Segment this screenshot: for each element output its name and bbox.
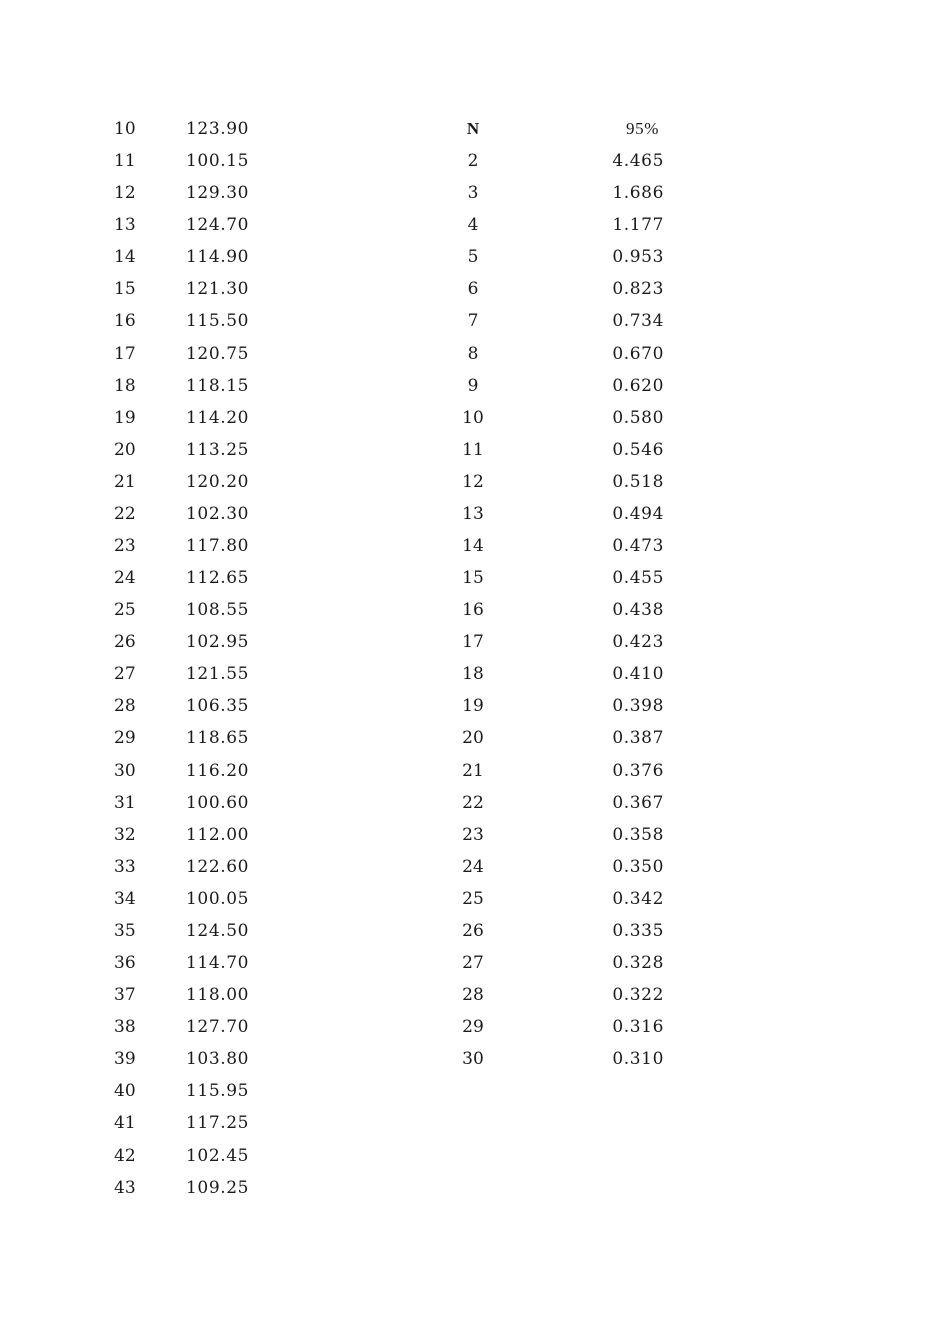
table-row [0, 883, 300, 915]
table-row [430, 370, 730, 402]
table-row [0, 273, 300, 305]
table-row [0, 787, 300, 819]
table-row [0, 1140, 300, 1172]
table-row [430, 1043, 730, 1075]
row-coefficient: 4.465 [612, 151, 664, 172]
table-row [0, 690, 300, 722]
table-row [0, 177, 300, 209]
row-index: 34 [114, 888, 136, 909]
row-coefficient: 0.734 [612, 311, 664, 332]
row-n: 4 [467, 215, 479, 236]
table-row [430, 594, 730, 626]
row-coefficient: 0.367 [612, 792, 664, 813]
table-row [430, 562, 730, 594]
row-index: 26 [114, 632, 136, 653]
table-row [430, 915, 730, 947]
row-index: 43 [114, 1177, 136, 1198]
table-row [0, 338, 300, 370]
row-coefficient: 0.328 [612, 953, 664, 974]
row-value: 115.95 [186, 1081, 250, 1102]
row-value: 114.90 [186, 247, 250, 268]
row-n: 19 [462, 696, 484, 717]
table-row [430, 690, 730, 722]
table-row [0, 851, 300, 883]
table-row [0, 819, 300, 851]
row-index: 10 [114, 119, 136, 139]
table-row [430, 947, 730, 979]
row-coefficient: 0.358 [612, 824, 664, 845]
row-coefficient: 1.177 [612, 215, 664, 236]
row-index: 25 [114, 600, 136, 621]
row-n: 17 [462, 632, 484, 653]
row-value: 121.55 [186, 664, 250, 685]
row-n: 23 [462, 824, 484, 845]
table-row [0, 658, 300, 690]
row-n: 3 [467, 183, 479, 204]
header-percent: 95% [626, 119, 659, 138]
row-value: 103.80 [186, 1049, 250, 1070]
coefficient-table-header [430, 113, 730, 145]
row-n: 10 [462, 407, 484, 428]
row-coefficient: 0.580 [612, 407, 664, 428]
row-value: 100.60 [186, 792, 250, 813]
row-coefficient: 0.335 [612, 920, 664, 941]
row-index: 13 [114, 215, 136, 236]
row-value: 116.20 [186, 760, 250, 781]
row-index: 17 [114, 343, 136, 364]
table-row [430, 626, 730, 658]
table-row [430, 273, 730, 305]
header-n: N [466, 119, 480, 138]
table-row [430, 755, 730, 787]
row-value: 118.00 [186, 985, 250, 1006]
table-row [0, 594, 300, 626]
row-n: 21 [462, 760, 484, 781]
table-row [430, 177, 730, 209]
row-n: 11 [462, 439, 484, 460]
row-n: 9 [467, 375, 479, 396]
row-n: 8 [467, 343, 479, 364]
row-index: 42 [114, 1145, 136, 1166]
table-row [430, 434, 730, 466]
row-value: 112.00 [186, 824, 250, 845]
row-coefficient: 0.455 [612, 568, 664, 589]
row-value: 121.30 [186, 279, 250, 300]
row-coefficient: 0.342 [612, 888, 664, 909]
table-row [0, 1043, 300, 1075]
row-index: 40 [114, 1081, 136, 1102]
row-index: 24 [114, 568, 136, 589]
row-coefficient: 0.438 [612, 600, 664, 621]
row-index: 35 [114, 920, 136, 941]
table-row [0, 1172, 300, 1204]
row-index: 19 [114, 407, 136, 428]
row-index: 37 [114, 985, 136, 1006]
table-row [430, 145, 730, 177]
row-value: 124.70 [186, 215, 250, 236]
table-row [0, 626, 300, 658]
row-n: 13 [462, 503, 484, 524]
row-value: 102.95 [186, 632, 250, 653]
row-n: 16 [462, 600, 484, 621]
row-coefficient: 0.350 [612, 856, 664, 877]
table-row [0, 1011, 300, 1043]
row-value: 118.65 [186, 728, 250, 749]
row-n: 20 [462, 728, 484, 749]
table-row [430, 338, 730, 370]
row-index: 11 [114, 151, 136, 172]
table-row [430, 819, 730, 851]
row-value: 112.65 [186, 568, 250, 589]
row-index: 28 [114, 696, 136, 717]
row-value: 123.90 [186, 119, 250, 139]
row-n: 26 [462, 920, 484, 941]
table-row [0, 305, 300, 337]
table-row [0, 241, 300, 273]
table-row [430, 498, 730, 530]
row-value: 124.50 [186, 920, 250, 941]
row-value: 114.70 [186, 953, 250, 974]
row-n: 7 [467, 311, 479, 332]
row-index: 12 [114, 183, 136, 204]
row-coefficient: 0.410 [612, 664, 664, 685]
row-coefficient: 0.310 [612, 1049, 664, 1070]
row-value: 127.70 [186, 1017, 250, 1038]
row-index: 29 [114, 728, 136, 749]
row-coefficient: 0.953 [612, 247, 664, 268]
table-row [0, 755, 300, 787]
row-index: 23 [114, 536, 136, 557]
row-coefficient: 0.387 [612, 728, 664, 749]
row-index: 22 [114, 503, 136, 524]
table-row [0, 979, 300, 1011]
row-index: 31 [114, 792, 136, 813]
row-index: 27 [114, 664, 136, 685]
row-n: 30 [462, 1049, 484, 1070]
row-n: 29 [462, 1017, 484, 1038]
row-coefficient: 0.316 [612, 1017, 664, 1038]
row-value: 120.20 [186, 471, 250, 492]
row-n: 14 [462, 536, 484, 557]
table-row [430, 979, 730, 1011]
row-value: 100.15 [186, 151, 250, 172]
row-index: 20 [114, 439, 136, 460]
row-index: 21 [114, 471, 136, 492]
row-coefficient: 1.686 [612, 183, 664, 204]
table-row [0, 722, 300, 754]
table-row [430, 241, 730, 273]
row-value: 102.30 [186, 503, 250, 524]
row-value: 108.55 [186, 600, 250, 621]
table-row [0, 402, 300, 434]
table-row [0, 1075, 300, 1107]
row-coefficient: 0.322 [612, 985, 664, 1006]
row-coefficient: 0.376 [612, 760, 664, 781]
row-index: 41 [114, 1113, 136, 1134]
row-n: 15 [462, 568, 484, 589]
table-row [430, 787, 730, 819]
coefficient-table [430, 113, 730, 1075]
row-n: 28 [462, 985, 484, 1006]
row-coefficient: 0.423 [612, 632, 664, 653]
row-coefficient: 0.823 [612, 279, 664, 300]
row-coefficient: 0.473 [612, 536, 664, 557]
row-index: 36 [114, 953, 136, 974]
row-value: 113.25 [186, 439, 250, 460]
table-row [0, 498, 300, 530]
table-row [430, 658, 730, 690]
row-index: 32 [114, 824, 136, 845]
row-index: 39 [114, 1049, 136, 1070]
row-value: 122.60 [186, 856, 250, 877]
row-index: 18 [114, 375, 136, 396]
row-value: 114.20 [186, 407, 250, 428]
row-index: 15 [114, 279, 136, 300]
row-coefficient: 0.494 [612, 503, 664, 524]
table-row [0, 209, 300, 241]
table-row [430, 466, 730, 498]
table-row [430, 851, 730, 883]
table-row [0, 434, 300, 466]
table-row [430, 722, 730, 754]
row-n: 27 [462, 953, 484, 974]
row-coefficient: 0.546 [612, 439, 664, 460]
row-index: 30 [114, 760, 136, 781]
row-value: 100.05 [186, 888, 250, 909]
row-n: 18 [462, 664, 484, 685]
row-value: 106.35 [186, 696, 250, 717]
table-row [0, 145, 300, 177]
row-n: 24 [462, 856, 484, 877]
table-row [0, 466, 300, 498]
row-value: 117.25 [186, 1113, 250, 1134]
row-value: 115.50 [186, 311, 250, 332]
row-n: 6 [467, 279, 479, 300]
table-row [430, 883, 730, 915]
table-row [0, 915, 300, 947]
row-value: 129.30 [186, 183, 250, 204]
row-n: 25 [462, 888, 484, 909]
row-n: 22 [462, 792, 484, 813]
row-value: 109.25 [186, 1177, 250, 1198]
row-value: 120.75 [186, 343, 250, 364]
row-value: 118.15 [186, 375, 250, 396]
table-row [0, 530, 300, 562]
row-n: 12 [462, 471, 484, 492]
table-row [0, 562, 300, 594]
row-index: 16 [114, 311, 136, 332]
table-row [0, 947, 300, 979]
measurement-table [0, 113, 300, 1204]
table-row [0, 370, 300, 402]
table-row [430, 209, 730, 241]
row-value: 117.80 [186, 536, 250, 557]
row-index: 33 [114, 856, 136, 877]
row-n: 5 [467, 247, 479, 268]
row-index: 38 [114, 1017, 136, 1038]
row-coefficient: 0.620 [612, 375, 664, 396]
table-row [430, 530, 730, 562]
table-row [430, 1011, 730, 1043]
table-row [430, 402, 730, 434]
row-value: 102.45 [186, 1145, 250, 1166]
row-coefficient: 0.398 [612, 696, 664, 717]
table-row [430, 305, 730, 337]
row-n: 2 [467, 151, 479, 172]
row-index: 14 [114, 247, 136, 268]
table-row [0, 113, 300, 145]
row-coefficient: 0.518 [612, 471, 664, 492]
table-row [0, 1107, 300, 1139]
row-coefficient: 0.670 [612, 343, 664, 364]
